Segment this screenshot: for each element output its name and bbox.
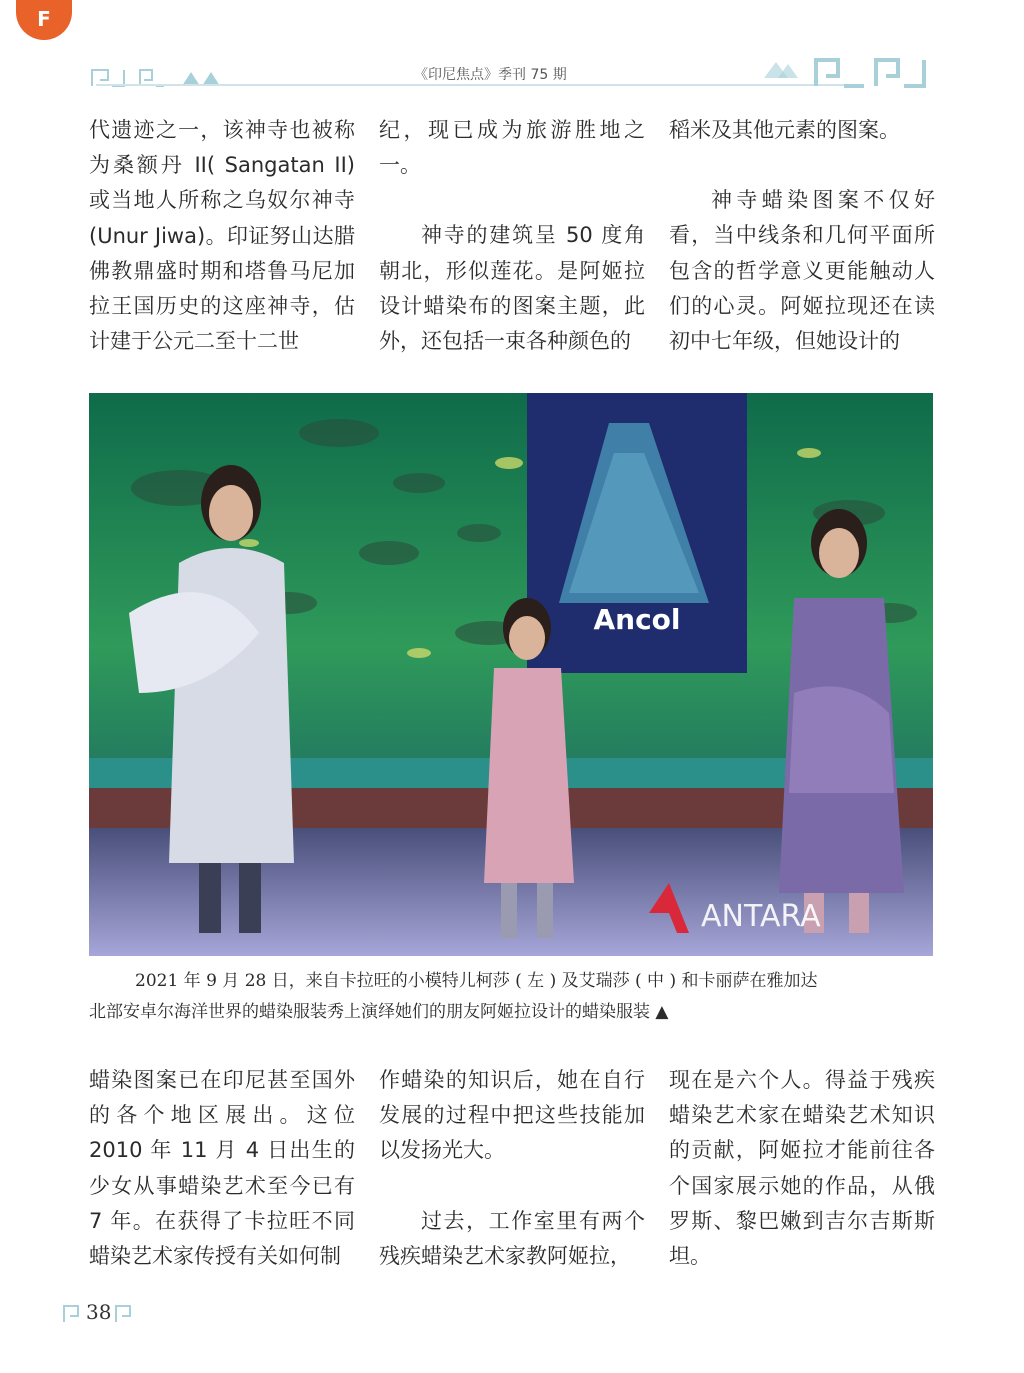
header-rule xyxy=(96,84,846,86)
paragraph: 纪，现已成为旅游胜地之一。 xyxy=(379,118,645,178)
top-column-2 xyxy=(379,113,645,359)
paragraph: 现在是六个人。得益于残疾蜡染艺术家在蜡染艺术知识的贡献，阿姬拉才能前往各个国家展示她的作品，从俄罗斯、黎巴嫩到吉尔吉斯斯坦。 xyxy=(669,1068,935,1269)
paragraph: 神寺的建筑呈 50 度角朝北，形似莲花。是阿姬拉设计蜡染布的图案主题，此外，还包括一束各种颜色的 xyxy=(379,223,645,354)
photo-caption xyxy=(89,966,935,1028)
caption-line-2: 北部安卓尔海洋世界的蜡染服装秀上演绎她们的朋友阿姬拉设计的蜡染服装 ▲ xyxy=(89,1002,669,1022)
fashion-show-photo xyxy=(89,393,933,956)
caption-line-1: 2021 年 9 月 28 日，来自卡拉旺的小模特儿柯莎 ( 左 ) 及艾瑞莎 ( 中 ) 和卡丽萨在雅加达 xyxy=(135,971,818,991)
top-column-3 xyxy=(669,113,935,359)
svg-text:ANTARA: ANTARA xyxy=(701,899,821,934)
bottom-column-1 xyxy=(89,1063,355,1274)
bottom-column-2 xyxy=(379,1063,645,1274)
running-header-title: 《印尼焦点》季刊 75 期 xyxy=(414,67,567,83)
section-badge: F xyxy=(16,0,72,40)
paragraph: 蜡染图案已在印尼甚至国外的各个地区展出。这位 2010 年 11 月 4 日出生的少女从事蜡染艺术至今已有 7 年。在获得了卡拉旺不同蜡染艺术家传授有关如何制 xyxy=(89,1068,355,1269)
paragraph: 代遗迹之一，该神寺也被称为桑额丹 II( Sangatan II) 或当地人所称之乌奴尔神寺 (Unur Jiwa)。印证努山达腊佛教鼎盛时期和塔鲁马尼加拉王国历史的这座神寺，估计建于公元二至十二世 xyxy=(89,118,355,354)
aquarium-scene-illustration xyxy=(89,393,933,956)
top-column-1 xyxy=(89,113,355,359)
paragraph: 神寺蜡染图案不仅好看，当中线条和几何平面所包含的哲学意义更能触动人们的心灵。阿姬拉现还在读初中七年级，但她设计的 xyxy=(669,188,935,354)
header-right-ornament-icon xyxy=(754,54,936,90)
footer-left-ornament-icon xyxy=(62,1304,82,1324)
page-number: 38 xyxy=(86,1300,112,1324)
paragraph: 过去，工作室里有两个残疾蜡染艺术家教阿姬拉， xyxy=(379,1208,645,1268)
bottom-column-3 xyxy=(669,1063,935,1274)
banner-sign-text: Ancol xyxy=(593,603,681,636)
paragraph: 稻米及其他元素的图案。 xyxy=(669,118,900,142)
footer-right-ornament-icon xyxy=(114,1304,134,1324)
paragraph: 作蜡染的知识后，她在自行发展的过程中把这些技能加以发扬光大。 xyxy=(379,1068,645,1163)
